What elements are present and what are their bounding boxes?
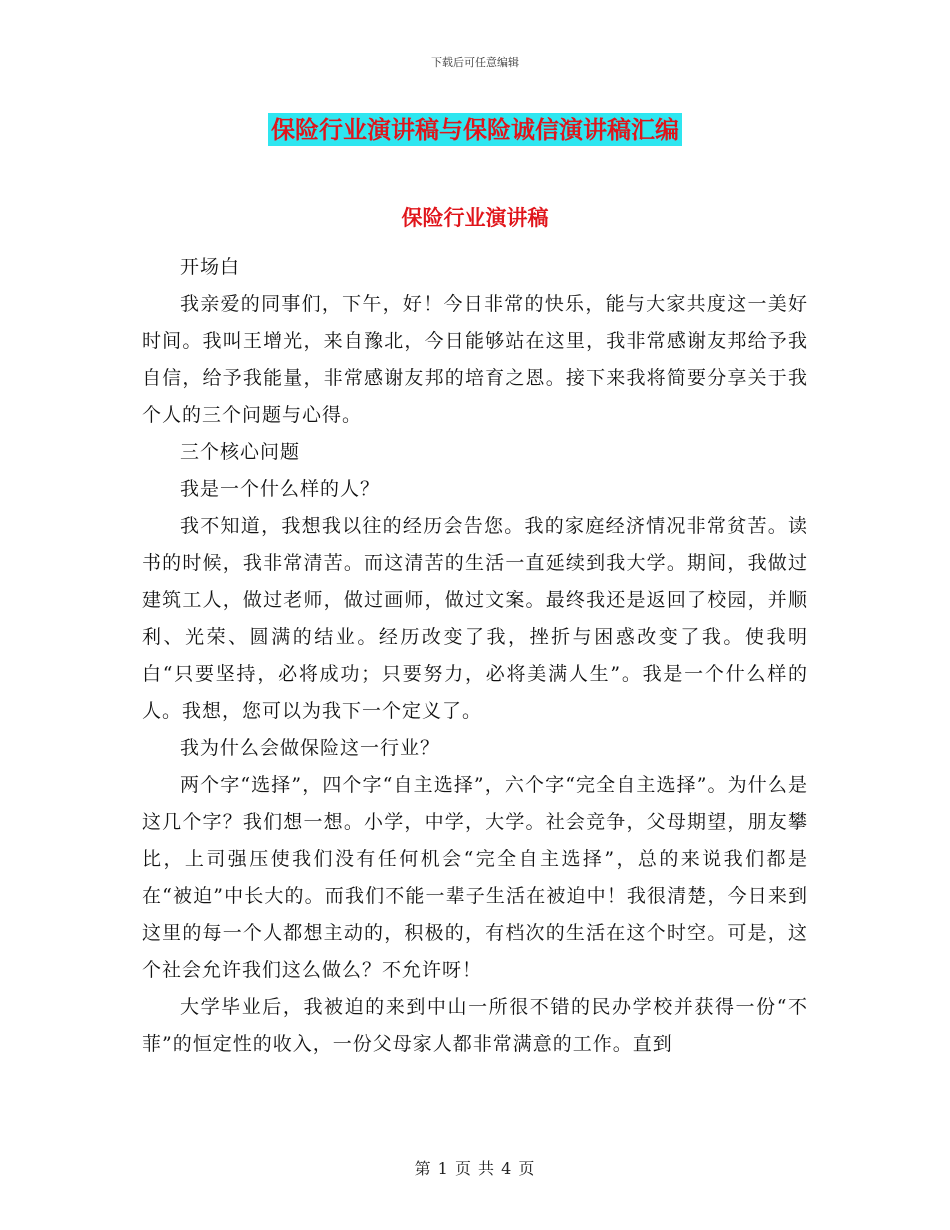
paragraph-question-1: 我是一个什么样的人？ — [180, 478, 381, 500]
document-title-text: 保险行业演讲稿与保险诚信演讲稿汇编 — [268, 113, 682, 146]
paragraph-opening-heading: 开场白 — [180, 256, 241, 278]
section-title: 保险行业演讲稿 — [401, 205, 549, 230]
document-title — [0, 114, 950, 146]
page-footer-number: 第 1 页 共 4 页 — [414, 1159, 536, 1178]
paragraph-core-questions-heading: 三个核心问题 — [180, 441, 301, 463]
paragraph-after-graduation: 大学毕业后，我被迫的来到中山一所很不错的民办学校并获得一份“不菲”的恒定性的收入，一份父母家人都非常满意的工作。直到 — [142, 996, 808, 1055]
paragraph-answer-1: 我不知道，我想我以往的经历会告您。我的家庭经济情况非常贫苦。读书的时候，我非常清苦。而这清苦的生活一直延续到我大学。期间，我做过建筑工人，做过老师，做过画师，做过文案。最终我还是返回了校园，并顺利、光荣、圆满的结业。经历改变了我，挫折与困惑改变了我。使我明白“只要坚持，必将成功；只要努力，必将美满人生”。我是一个什么样的人。我想，您可以为我下一个定义了。 — [142, 515, 808, 722]
paragraph-greeting: 我亲爱的同事们，下午，好！今日非常的快乐，能与大家共度这一美好时间。我叫王增光，来自豫北，今日能够站在这里，我非常感谢友邦给予我自信，给予我能量，非常感谢友邦的培育之恩。接下来我将简要分享关于我个人的三个问题与心得。 — [142, 293, 808, 426]
document-body — [142, 249, 808, 1063]
page-header-note: 下载后可任意编辑 — [431, 56, 519, 69]
paragraph-answer-2: 两个字“选择”，四个字“自主选择”，六个字“完全自主选择”。为什么是这几个字？我们想一想。小学，中学，大学。社会竞争，父母期望，朋友攀比，上司强压使我们没有任何机会“完全自主选择”，总的来说我们都是在“被迫”中长大的。而我们不能一辈子生活在被迫中！我很清楚，今日来到这里的每一个人都想主动的，积极的，有档次的生活在这个时空。可是，这个社会允许我们这么做么？不允许呀！ — [142, 774, 808, 981]
paragraph-question-2: 我为什么会做保险这一行业？ — [180, 737, 441, 759]
